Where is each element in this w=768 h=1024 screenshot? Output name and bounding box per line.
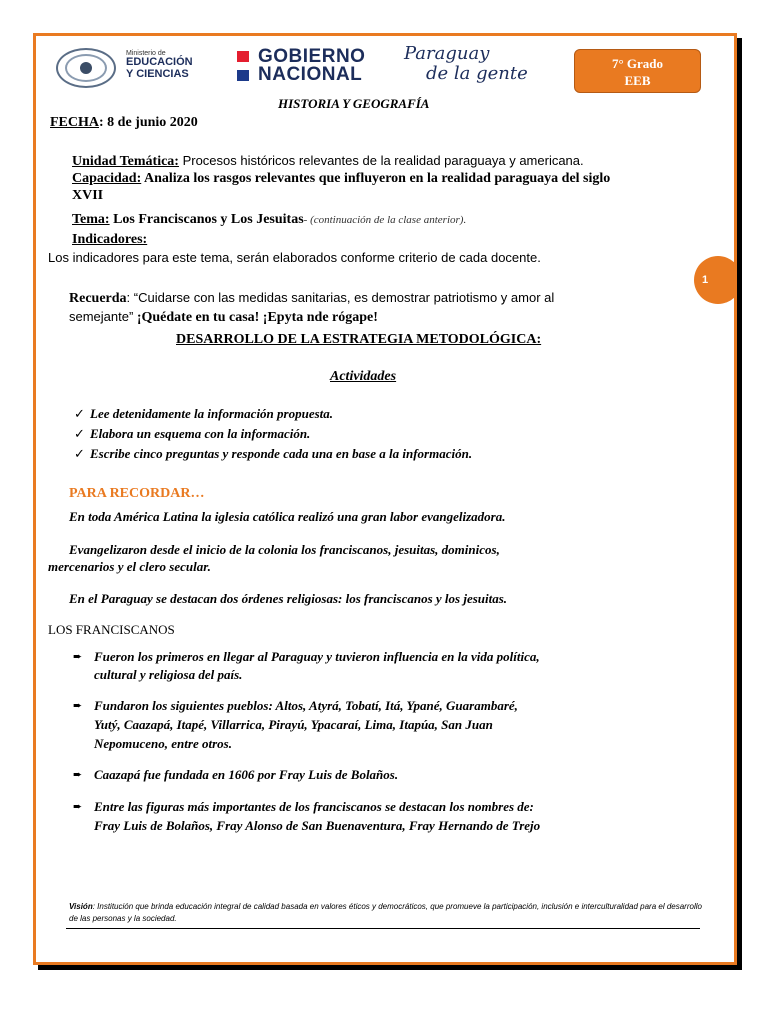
actividad-item — [74, 426, 310, 442]
gobierno-logo — [258, 48, 365, 84]
franciscanos-bullet4: Entre las figuras más importantes de los franciscanos se destacan los nombres de: — [94, 799, 534, 814]
franciscanos-bullet3: Caazapá fue fundada en 1606 por Fray Luis de Bolaños. — [94, 767, 399, 782]
para-recordar-title: PARA RECORDAR… — [69, 486, 205, 501]
ministry-line2: Y CIENCIAS — [126, 67, 189, 80]
flag-icon — [237, 51, 249, 81]
franciscanos-title: LOS FRANCISCANOS — [48, 622, 175, 637]
recuerda-label: Recuerda — [69, 291, 127, 306]
tema-label: Tema: — [72, 212, 110, 227]
franciscanos-bullet1: Fueron los primeros en llegar al Paraguay y tuvieron influencia en la vida política, — [94, 649, 540, 664]
franciscanos-bullet2-line3: Nepomuceno, entre otros. — [94, 736, 232, 751]
actividad-text: Escribe cinco preguntas y responde cada una en base a la información. — [90, 446, 473, 461]
capacidad-value-line2: XVII — [72, 188, 104, 203]
unidad-label: Unidad Temática: — [72, 154, 179, 169]
vision-footer — [69, 901, 709, 925]
recuerda-quote-line2: semejante” — [69, 309, 134, 324]
grade-line2: EEB — [624, 73, 651, 88]
fecha-line — [50, 115, 198, 131]
gob-line2: NACIONAL — [258, 64, 363, 86]
arrow-bullet-icon: ➨ — [73, 700, 83, 712]
estrategia-title: DESARROLLO DE LA ESTRATEGIA METODOLÓGICA: — [176, 332, 542, 347]
subject-title: HISTORIA Y GEOGRAFÍA — [278, 96, 430, 111]
actividades-title: Actividades — [330, 369, 397, 384]
recuerda-line — [69, 290, 554, 307]
vision-label: Visión — [69, 902, 93, 911]
footer-divider — [66, 928, 700, 929]
unidad-line — [72, 153, 584, 170]
indicadores-text: Los indicadores para este tema, serán elaborados conforme criterio de cada docente. — [48, 250, 541, 265]
capacidad-line — [72, 171, 610, 187]
slogan-line1: Paraguay — [404, 43, 490, 64]
recuerda-quote: : “Cuidarse con las medidas sanitarias, es demostrar patriotismo y amor al — [126, 290, 555, 305]
page-number: 1 — [702, 274, 709, 286]
actividad-text: Lee detenidamente la información propuesta. — [90, 406, 334, 421]
ministry-line1: EDUCACIÓN — [126, 56, 193, 68]
para-recordar-p2: Evangelizaron desde el inicio de la colonia los franciscanos, jesuitas, dominicos, — [69, 542, 500, 557]
tema-note: - (continuación de la clase anterior). — [303, 214, 467, 226]
para-recordar-p2-line2: mercenarios y el clero secular. — [48, 559, 211, 574]
grade-line1: 7° Grado — [611, 56, 664, 71]
check-icon: ✓ — [74, 426, 85, 441]
fecha-value: : 8 de junio 2020 — [99, 115, 198, 130]
ministry-logo — [126, 50, 193, 80]
fecha-label: FECHA — [50, 115, 99, 130]
actividad-item — [74, 406, 333, 422]
para-recordar-p3: En el Paraguay se destacan dos órdenes religiosas: los franciscanos y los jesuitas. — [69, 591, 508, 606]
arrow-bullet-icon: ➨ — [73, 769, 83, 781]
franciscanos-bullet2-line2: Yutý, Caazapá, Itapé, Villarrica, Pirayú, Ypacaraí, Lima, Itapúa, San Juan — [94, 717, 493, 732]
check-icon: ✓ — [74, 406, 85, 421]
gob-line1: GOBIERNO — [258, 46, 366, 67]
actividad-text: Elabora un esquema con la información. — [90, 426, 311, 441]
check-icon: ✓ — [74, 446, 85, 461]
actividad-item — [74, 446, 472, 462]
vision-text: : Institución que brinda educación integral de calidad basada en valores éticos y democráticos, que promueve la participación, inclusión e interculturalidad para el desarrollo de las personas y la sociedad. — [69, 902, 702, 923]
national-seal-icon — [56, 48, 116, 88]
page-number-badge — [694, 256, 737, 304]
capacidad-value: Analiza los rasgos relevantes que influyeron en la realidad paraguaya del siglo — [141, 171, 611, 186]
grade-badge — [574, 49, 701, 93]
arrow-bullet-icon: ➨ — [73, 801, 83, 813]
unidad-value: Procesos históricos relevantes de la realidad paraguaya y americana. — [178, 153, 584, 168]
recuerda-bold: ¡Quédate en tu casa! ¡Epyta nde rógape! — [133, 310, 378, 325]
franciscanos-bullet1-line2: cultural y religiosa del país. — [94, 667, 243, 682]
document-page — [33, 33, 737, 965]
indicadores-label — [72, 232, 147, 248]
ministry-small-text: Ministerio de — [126, 50, 166, 57]
capacidad-label: Capacidad: — [72, 171, 142, 186]
franciscanos-bullet4-line2: Fray Luis de Bolaños, Fray Alonso de San Buenaventura, Fray Hernando de Trejo — [94, 818, 541, 833]
arrow-bullet-icon: ➨ — [73, 651, 83, 663]
slogan-logo — [404, 44, 528, 84]
para-recordar-p1: En toda América Latina la iglesia católica realizó una gran labor evangelizadora. — [69, 509, 506, 524]
slogan-line2: de la gente — [426, 62, 528, 84]
tema-value: Los Franciscanos y Los Jesuitas — [109, 212, 304, 227]
franciscanos-bullet2: Fundaron los siguientes pueblos: Altos, Atyrá, Tobatí, Itá, Ypané, Guarambaré, — [94, 698, 518, 713]
indicadores-label-text: Indicadores: — [72, 232, 148, 247]
recuerda-line2 — [69, 309, 378, 326]
tema-line — [72, 212, 466, 228]
